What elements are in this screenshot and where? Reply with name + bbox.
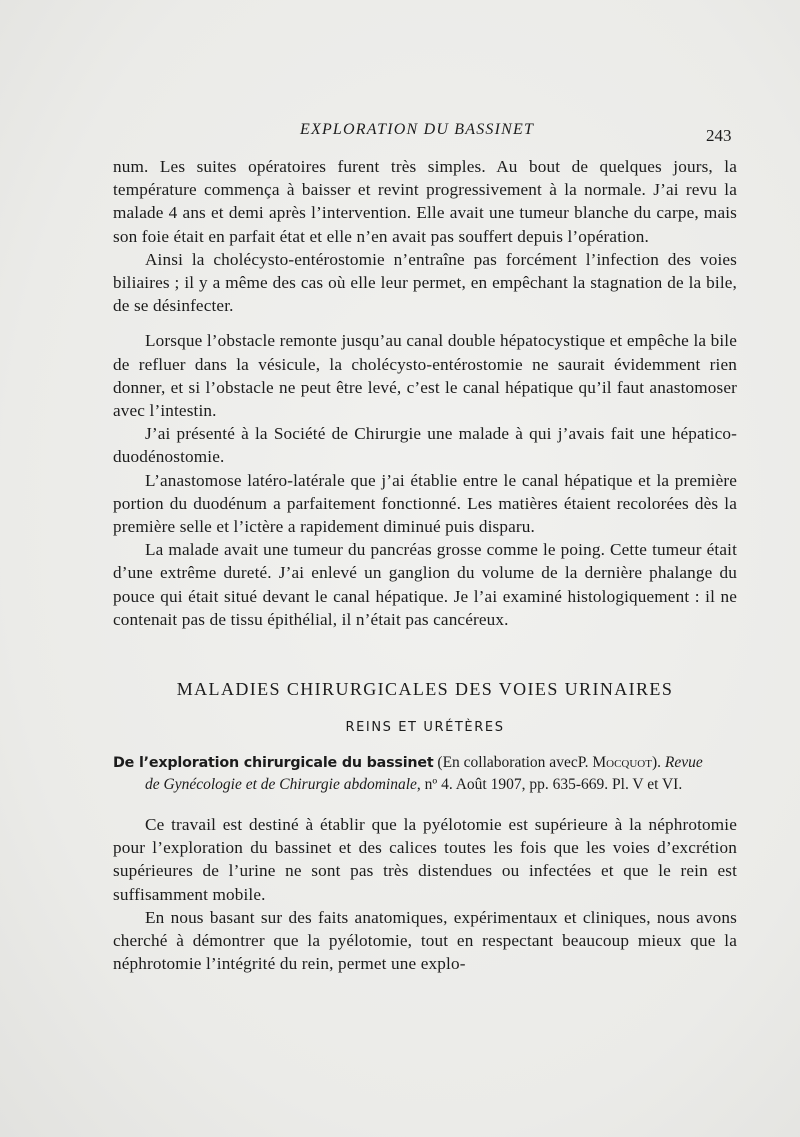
paragraph: L’anastomose latéro-latérale que j’ai établie entre le canal hépatique et la première portion du duodénum a parfaitement fonctionné. Les matières étaient recolorées dès la première selle et l’ictère a rapidement diminué puis disparu. (113, 470, 737, 537)
paragraph: num. Les suites opératoires furent très simples. Au bout de quelques jours, la température commença à baisser et revint progressivement à la normale. J’ai revu la malade 4 ans et demi après l’intervention. Elle avait une tumeur blanche du carpe, mais son foie était en parfait état et elle n’en avait pas souffert depuis l’opération. (113, 157, 737, 246)
bibliography-collab-end: ). (651, 754, 662, 772)
paragraph: Ainsi la cholécysto-entérostomie n’entraîne pas forcément l’infection des voies biliaires ; il y a même des cas où elle leur permet, en empêchant la stagnation de la bile, de se désinfecter. (113, 249, 737, 316)
bibliography-journal-part2: de Gynécologie et de Chirurgie abdominale (145, 776, 417, 794)
running-title: EXPLORATION DU BASSINET (300, 121, 535, 138)
section-title: MALADIES CHIRURGICALES DES VOIES URINAIRES (176, 679, 674, 700)
paragraph: La malade avait une tumeur du pancréas grosse comme le poing. Cette tumeur était d’une extrême dureté. J’ai enlevé un ganglion du volume de la dernière phalange du pouce qui était situé devant le canal hépatique. Je l’ai examiné histologiquement : il ne contenait pas de tissu épithélial, il n’était pas cancéreux. (113, 540, 737, 629)
bibliography-journal-part1: Revue (664, 754, 703, 772)
page-header (0, 121, 800, 145)
paragraph: J’ai présenté à la Société de Chirurgie une malade à qui j’avais fait une hépatico-duodénostomie. (113, 424, 737, 467)
bibliography-collab-author: P. Mocquot (577, 754, 652, 772)
paragraph: En nous basant sur des faits anatomiques, expérimentaux et cliniques, nous avons cherché à démontrer que la pyélotomie, tout en respectant beaucoup mieux que la néphrotomie l’intégrité du rein, permet une explo- (113, 907, 737, 974)
subsection-title: REINS ET URÉTÈRES (345, 720, 505, 736)
paragraph: Lorsque l’obstacle remonte jusqu’au canal double hépatocystique et empêche la bile de refluer dans la vésicule, la cholécysto-entérostomie ne saurait évidemment rien donner, et si l’obstacle ne peut être levé, c’est le canal hépatique qu’il faut anastomoser avec l’intestin. (113, 331, 737, 421)
bibliography-collab: (En collaboration avec (437, 754, 578, 772)
paragraph: Ce travail est destiné à établir que la pyélotomie est supérieure à la néphrotomie pour l’exploration du bassinet et des calices toutes les fois que les voies d’excrétion supérieures de l’urine ne sont pas très distendues ou infectées et que le rein est suffisamment mobile. (113, 815, 737, 904)
bibliography-title: De l’exploration chirurgicale du bassinet (113, 755, 434, 772)
bibliography-line-2 (113, 774, 737, 795)
page-number: 243 (706, 126, 732, 145)
bibliography-reference: , nº 4. Août 1907, pp. 635-669. Pl. V et VI. (416, 776, 683, 794)
bibliography-entry (113, 752, 737, 795)
page-body (113, 155, 737, 975)
